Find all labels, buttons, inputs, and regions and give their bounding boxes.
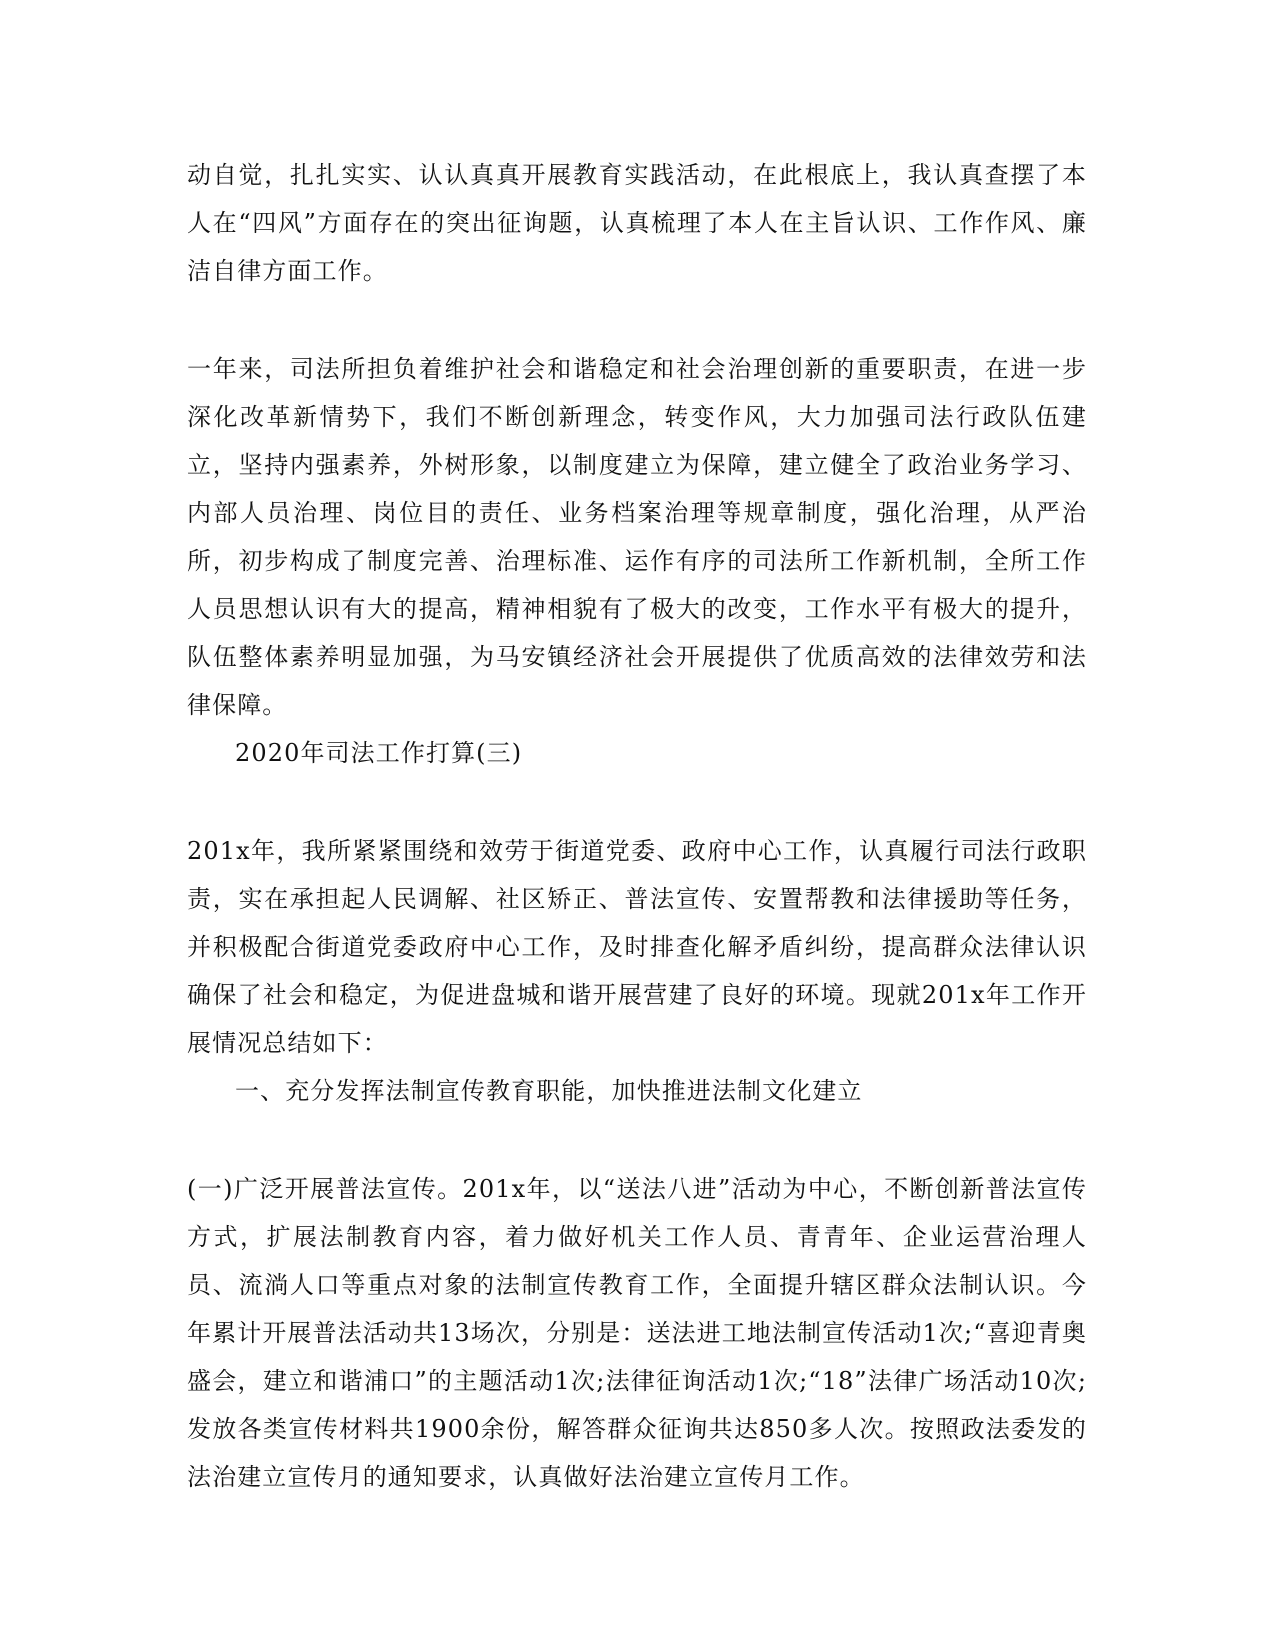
- section-heading-plan-three: 2020年司法工作打算(三): [235, 739, 523, 767]
- paragraph-annual-summary: 一年来，司法所担负着维护社会和谐稳定和社会治理创新的重要职责，在进一步深化改革新情势下，我们不断创新理念，转变作风，大力加强司法行政队伍建立，坚持内强素养，外树形象，以制度建立为保障，建立健全了政治业务学习、内部人员治理、岗位目的责任、业务档案治理等规章制度，强化治理，从严治所，初步构成了制度完善、治理标准、运作有序的司法所工作新机制，全所工作人员思想认识有大的提高，精神相貌有了极大的改变，工作水平有极大的提升，队伍整体素养明显加强，为马安镇经济社会开展提供了优质高效的法律效劳和法律保障。: [187, 355, 1087, 719]
- document-body: [187, 151, 1087, 1501]
- section-heading-legal-education: 一、充分发挥法制宣传教育职能，加快推进法制文化建立: [235, 1077, 863, 1105]
- paragraph-legal-publicity: (一)广泛开展普法宣传。201x年，以“送法八进”活动为中心，不断创新普法宣传方式，扩展法制教育内容，着力做好机关工作人员、青青年、企业运营治理人员、流淌人口等重点对象的法制宣传教育工作，全面提升辖区群众法制认识。今年累计开展普法活动共13场次，分别是：送法进工地法制宣传活动1次;“喜迎青奥盛会，建立和谐浦口”的主题活动1次;法律征询活动1次;“18”法律广场活动10次;发放各类宣传材料共1900余份，解答群众征询共达850多人次。按照政法委发的法治建立宣传月的通知要求，认真做好法治建立宣传月工作。: [187, 1175, 1087, 1491]
- paragraph-continuation: 动自觉，扎扎实实、认认真真开展教育实践活动，在此根底上，我认真查摆了本人在“四风”方面存在的突出征询题，认真梳理了本人在主旨认识、工作作风、廉洁自律方面工作。: [187, 161, 1087, 285]
- paragraph-201x-overview: 201x年，我所紧紧围绕和效劳于街道党委、政府中心工作，认真履行司法行政职责，实在承担起人民调解、社区矫正、普法宣传、安置帮教和法律援助等任务，并积极配合街道党委政府中心工作，及时排查化解矛盾纠纷，提高群众法律认识确保了社会和稳定，为促进盘城和谐开展营建了良好的环境。现就201x年工作开展情况总结如下：: [187, 837, 1087, 1057]
